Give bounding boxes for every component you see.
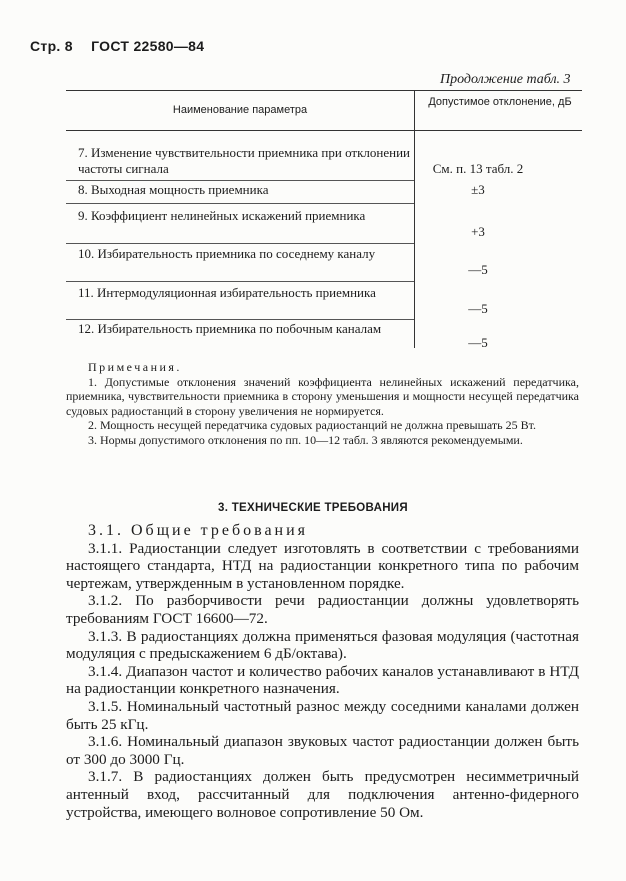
paragraph: 3.1.1. Радиостанции следует изготовлять в соответствии с требованиями настоящего стандарта, НТД на радиостанции конкретного типа по рабочим чертежам, утвержденным в установленном порядке. [66,539,579,592]
note-item: 3. Нормы допустимого отклонения по пп. 10—12 табл. 3 являются рекомендуемыми. [88,432,523,447]
notes-heading: Примечания. [88,360,182,374]
table-continuation-label: Продолжение табл. 3 [440,72,571,87]
row-deviation: +3 [471,224,485,239]
table-header-rule [66,130,582,131]
row-divider [66,281,414,282]
row-parameter: 11. Интермодуляционная избирательность приемника [78,285,376,300]
table-top-rule [66,90,582,91]
paragraph: 3.1.3. В радиостанциях должна применяться фазовая модуляция (частотная модуляция с предыскажением 6 дБ/октава). [66,627,579,663]
row-deviation: —5 [468,335,488,350]
row-divider [66,319,414,320]
row-deviation: См. п. 13 табл. 2 [432,161,524,176]
paragraph: 3.1.7. В радиостанциях должен быть предусмотрен несимметричный антенный вход, рассчитанный для подключения антенно-фидерного устройства, имеющего волновое сопротивление 50 Ом. [66,768,579,821]
row-parameter: 12. Избирательность приемника по побочным каналам [78,321,382,336]
page-number: Стр. 8 [30,38,73,54]
table-column-divider [414,90,415,348]
page-header [30,38,204,54]
section-body [66,522,579,821]
section-title: 3. ТЕХНИЧЕСКИЕ ТРЕБОВАНИЯ [218,502,408,514]
paragraph: 3.1.4. Диапазон частот и количество рабочих каналов устанавливают в НТД на радиостанции конкретного назначения. [66,662,579,698]
column-header-deviation: Допустимое отклонение, дБ [428,96,572,108]
subsection-title: 3.1. Общие требования [88,522,309,539]
row-parameter: 10. Избирательность приемника по соседнему каналу [78,246,376,261]
paragraph: 3.1.5. Номинальный частотный разнос между соседними каналами должен быть 25 кГц. [66,697,579,733]
note-item: 1. Допустимые отклонения значений коэффициента нелинейных искажений передатчика, приемника, чувствительности приемника в сторону уменьшения и мощности несущей передатчика судовых радиостанций в сторону увеличения не нормируется. [66,374,579,418]
row-parameter: 9. Коэффициент нелинейных искажений приемника [78,208,366,223]
note-item: 2. Мощность несущей передатчика судовых радиостанций не должна превышать 25 Вт. [88,418,536,432]
standard-number: ГОСТ 22580—84 [91,38,205,54]
row-divider [66,243,414,244]
paragraph: 3.1.2. По разборчивости речи радиостанции должны удовлетворять требованиям ГОСТ 16600—72. [66,592,579,627]
row-parameter: 8. Выходная мощность приемника [78,182,269,197]
row-deviation: —5 [468,301,488,316]
row-parameter: 7. Изменение чувствительности приемника при отклонении частоты сигнала [78,145,410,176]
row-deviation: ±3 [471,182,485,197]
notes-block [66,360,579,447]
row-divider [66,180,414,181]
column-header-parameter: Наименование параметра [172,104,308,116]
row-deviation: —5 [468,262,488,277]
row-divider [66,203,414,204]
paragraph: 3.1.6. Номинальный диапазон звуковых частот радиостанции должен быть от 300 до 3000 Гц. [66,733,579,768]
